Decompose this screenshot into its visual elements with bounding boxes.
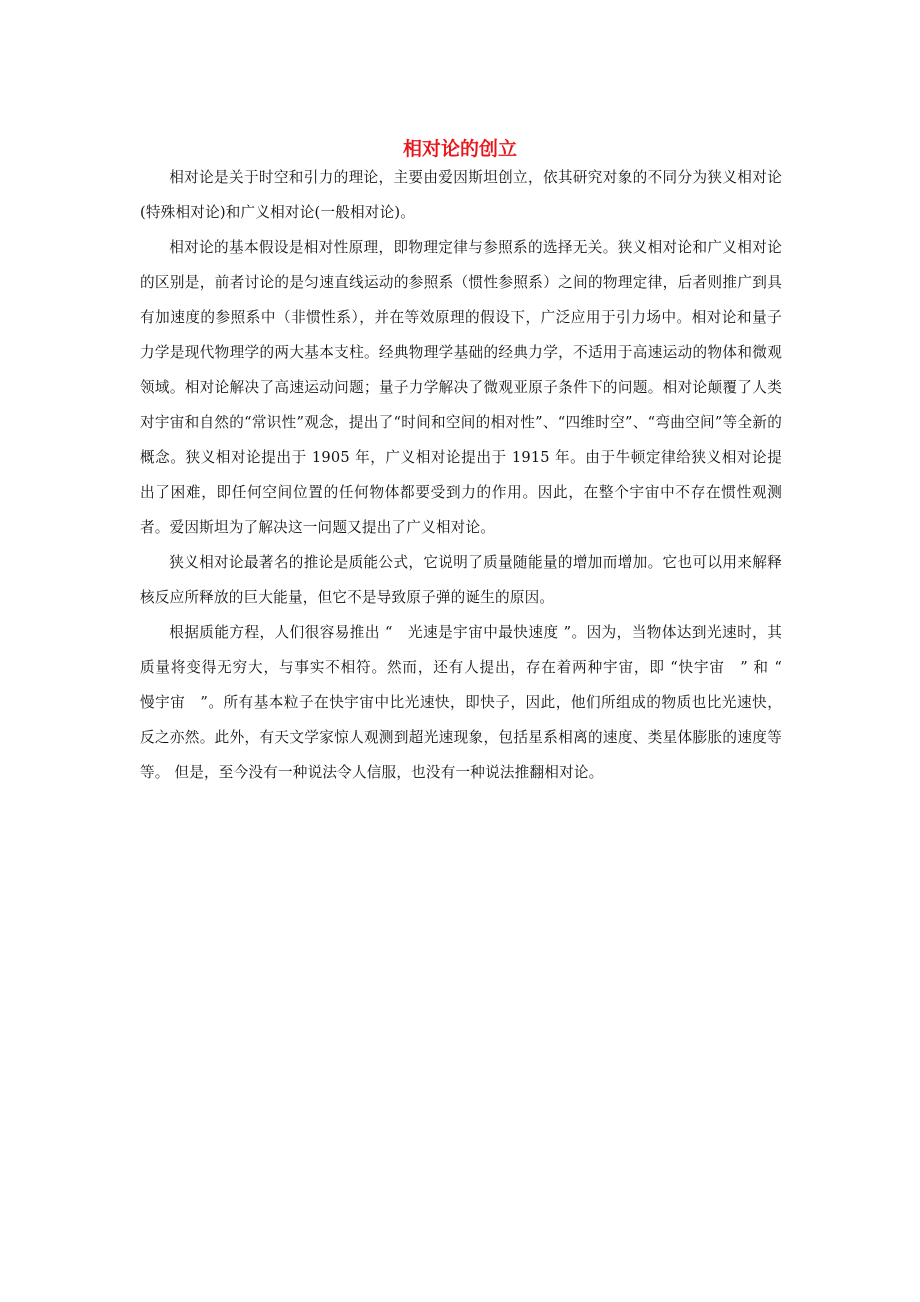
paragraph-speed-of-light: 根据质能方程，人们很容易推出 “ 光速是宇宙中最快速度 ”。因为，当物体达到光速时，其质量将变得无穷大，与事实不相符。然而，还有人提出，存在着两种宇宙，即 “快宇宙 ” 和 “ 慢宇宙 ”。所有基本粒子在快宇宙中比光速快，即快子，因此，他们所组成的物质也比光速快，反之亦然。此外，有天文学家惊人观测到超光速现象，包括星系相离的速度、类星体膨胀的速度等等。 但是，至今没有一种说法令人信服，也没有一种说法推翻相对论。 — [140, 624, 797, 781]
paragraph-basic-assumption: 相对论的基本假设是相对性原理，即物理定律与参照系的选择无关。狭义相对论和广义相对论的区别是，前者讨论的是匀速直线运动的参照系（惯性参照系）之间的物理定律，后者则推广到具有加速度的参照系中（非惯性系），并在等效原理的假设下，广泛应用于引力场中。相对论和量子力学是现代物理学的两大基本支柱。经典物理学基础的经典力学，不适用于高速运动的物体和微观领域。相对论解决了高速运动问题；量子力学解决了微观亚原子条件下的问题。相对论颠覆了人类对宇宙和自然的“常识性”观念，提出了“时间和空间的相对性”、“四维时空”、“弯曲空间”等全新的概念。狭义相对论提出于 1905 年，广义相对论提出于 1915 年。由于牛顿定律给狭义相对论提出了困难，即任何空间位置的任何物体都要受到力的作用。因此，在整个宇宙中不存在惯性观测者。爱因斯坦为了解决这一问题又提出了广义相对论。 — [140, 239, 782, 536]
document-title: 相对论的创立 — [402, 137, 517, 160]
paragraph-intro: 相对论是关于时空和引力的理论，主要由爱因斯坦创立，依其研究对象的不同分为狭义相对论(特殊相对论)和广义相对论(一般相对论)。 — [140, 169, 782, 221]
paragraph-mass-energy: 狭义相对论最著名的推论是质能公式，它说明了质量随能量的增加而增加。它也可以用来解释核反应所释放的巨大能量，但它不是导致原子弹的诞生的原因。 — [140, 554, 782, 606]
document-body — [140, 160, 797, 790]
